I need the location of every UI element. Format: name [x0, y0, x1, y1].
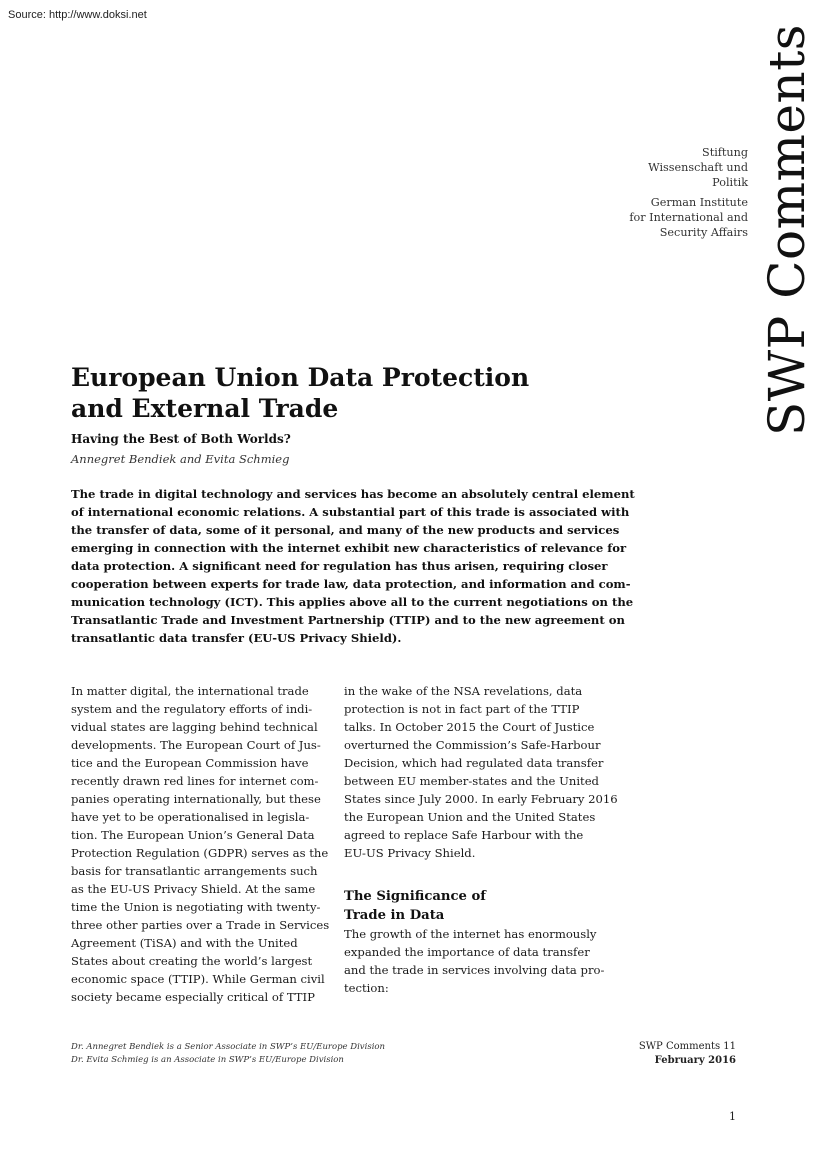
- body-line: recently drawn red lines for internet com-: [71, 774, 319, 788]
- institute-german-name: [548, 145, 748, 190]
- series-info: [639, 1040, 736, 1068]
- abstract-line: emerging in connection with the internet exhibit new characteristics of relevance for: [71, 541, 627, 555]
- series-label: SWP Comments 11: [638, 1041, 736, 1052]
- abstract-line: the transfer of data, some of it personal, and many of the new products and services: [71, 523, 620, 537]
- abstract-line: Transatlantic Trade and Investment Partnership (TTIP) and to the new agreement on: [71, 613, 625, 627]
- title-line: European Union Data Protection: [71, 363, 530, 392]
- body-line: In matter digital, the international trade: [71, 684, 309, 698]
- article-title: [71, 362, 591, 424]
- body-line: States about creating the world’s largest: [71, 954, 313, 968]
- body-line: time the Union is negotiating with twenty-: [71, 900, 321, 914]
- body-line: three other parties over a Trade in Services: [71, 918, 330, 932]
- section-body-line: tection:: [344, 981, 389, 995]
- institute-english-line: Security Affairs: [659, 226, 748, 239]
- brand-vertical: [758, 24, 816, 436]
- body-line: as the EU-US Privacy Shield. At the same: [71, 882, 316, 896]
- institute-german-line: Wissenschaft und: [648, 161, 748, 174]
- body-line: EU-US Privacy Shield.: [344, 846, 476, 860]
- body-line: agreed to replace Safe Harbour with the: [344, 828, 584, 842]
- body-line: Protection Regulation (GDPR) serves as the: [71, 846, 329, 860]
- body-line: basis for transatlantic arrangements such: [71, 864, 318, 878]
- institute-english-line: for International and: [629, 211, 748, 224]
- body-line: panies operating internationally, but these: [71, 792, 321, 806]
- abstract-line: The trade in digital technology and services has become an absolutely central element: [71, 487, 635, 501]
- body-column-left: [71, 682, 333, 1006]
- title-line: and External Trade: [71, 394, 339, 423]
- source-note: Source: http://www.doksi.net: [8, 9, 147, 21]
- issue-date: February 2016: [654, 1055, 736, 1066]
- body-line: Agreement (TiSA) and with the United: [71, 936, 298, 950]
- body-line: between EU member-states and the United: [344, 774, 599, 788]
- institute-german-line: Stiftung: [702, 146, 748, 159]
- author-footnote: [71, 1041, 385, 1067]
- body-line: overturned the Commission’s Safe-Harbour: [344, 738, 601, 752]
- body-line: protection is not in fact part of the TTIP: [344, 702, 580, 716]
- page-number: 1: [729, 1110, 736, 1123]
- abstract-line: transatlantic data transfer (EU-US Privacy Shield).: [71, 631, 402, 645]
- body-line: economic space (TTIP). While German civil: [71, 972, 325, 986]
- section-body-line: and the trade in services involving data pro-: [344, 963, 605, 977]
- body-line: talks. In October 2015 the Court of Justice: [344, 720, 595, 734]
- body-line: developments. The European Court of Jus-: [71, 738, 321, 752]
- body-line: Decision, which had regulated data transfer: [344, 756, 604, 770]
- institute-german-line: Politik: [712, 176, 748, 189]
- body-line: States since July 2000. In early February 2016: [344, 792, 618, 806]
- body-column-right: [344, 682, 618, 997]
- section-body: [344, 925, 609, 997]
- article-subtitle: Having the Best of Both Worlds?: [71, 432, 291, 446]
- section-heading-line: Trade in Data: [344, 908, 445, 923]
- article-authors: Annegret Bendiek and Evita Schmieg: [71, 452, 290, 466]
- institute-english-name: [548, 195, 748, 240]
- footnote-line: Dr. Annegret Bendiek is a Senior Associate in SWP’s EU/Europe Division: [71, 1042, 385, 1052]
- body-line: system and the regulatory efforts of indi-: [71, 702, 313, 716]
- abstract-line: data protection. A significant need for regulation has thus arisen, requiring closer: [71, 559, 608, 573]
- section-body-line: The growth of the internet has enormously: [344, 927, 597, 941]
- brand-label: SWP Comments: [758, 24, 816, 436]
- section-heading-line: The Significance of: [344, 889, 486, 904]
- body-line: society became especially critical of TTIP: [71, 990, 315, 1004]
- body-line: in the wake of the NSA revelations, data: [344, 684, 583, 698]
- section-body-line: expanded the importance of data transfer: [344, 945, 590, 959]
- right-column-text: [344, 682, 618, 862]
- body-line: vidual states are lagging behind technical: [71, 720, 318, 734]
- footnote-line: Dr. Evita Schmieg is an Associate in SWP’s EU/Europe Division: [71, 1055, 344, 1065]
- body-line: have yet to be operationalised in legisla-: [71, 810, 310, 824]
- institute-english-line: German Institute: [650, 196, 748, 209]
- abstract-line: of international economic relations. A substantial part of this trade is associated with: [71, 505, 630, 519]
- abstract-line: munication technology (ICT). This applies above all to the current negotiations on the: [71, 595, 634, 609]
- body-line: tice and the European Commission have: [71, 756, 309, 770]
- section-heading: [344, 887, 609, 925]
- abstract-line: cooperation between experts for trade law, data protection, and information and com-: [71, 577, 631, 591]
- body-line: tion. The European Union’s General Data: [71, 828, 315, 842]
- body-line: the European Union and the United States: [344, 810, 596, 824]
- article-abstract: [71, 485, 635, 647]
- institute-block: [548, 145, 748, 245]
